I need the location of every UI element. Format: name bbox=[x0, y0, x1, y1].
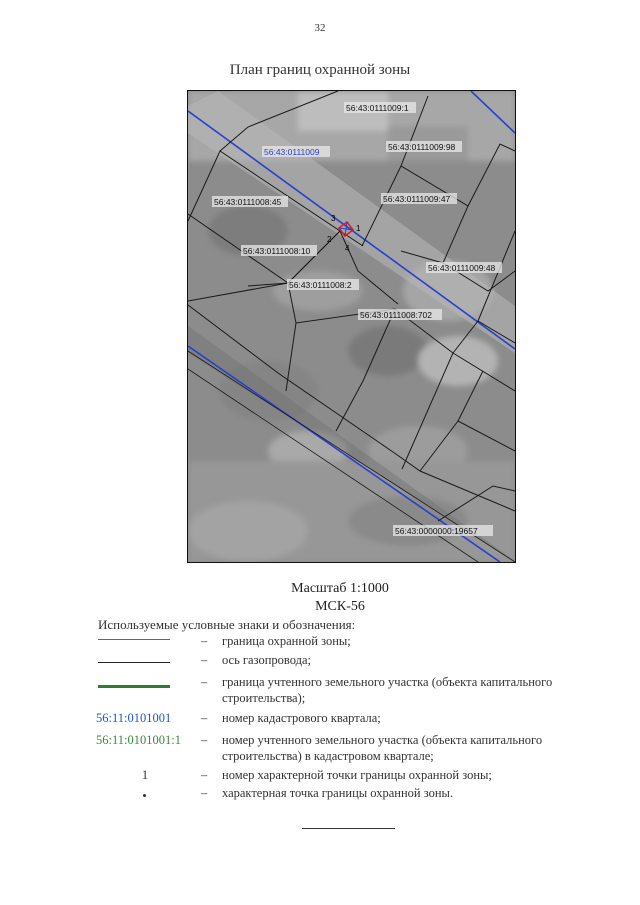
legend-symbol-green-code: 56:11:0101001:1 bbox=[96, 733, 181, 747]
legend-text: номер учтенного земельного участка (объекта капитального строительства) в кадастровом квартале; bbox=[222, 733, 543, 763]
parcel-label-1: 56:43:0111009:1 bbox=[346, 103, 409, 113]
scale-block bbox=[0, 580, 640, 616]
map-frame bbox=[187, 90, 516, 563]
legend-symbol-blue-code: 56:11:0101001 bbox=[96, 711, 172, 725]
legend-text: граница учтенного земельного участка (объекта капитального строительства); bbox=[222, 675, 553, 705]
legend-text: характерная точка границы охранной зоны. bbox=[222, 786, 454, 800]
parcel-label-702: 56:43:0111008:702 bbox=[360, 310, 433, 320]
parcel-label-98: 56:43:0111009:98 bbox=[388, 142, 456, 152]
bottom-rule bbox=[302, 828, 395, 829]
point-label-1: 4 bbox=[345, 244, 350, 253]
legend-symbol-green-line bbox=[96, 674, 201, 690]
legend-dash: – bbox=[201, 634, 208, 648]
parcel-label-48: 56:43:0111009:48 bbox=[428, 263, 496, 273]
legend-text: граница охранной зоны; bbox=[222, 634, 351, 648]
legend-text: ось газопровода; bbox=[222, 653, 312, 667]
legend-dash: – bbox=[201, 711, 208, 725]
legend-title: Используемые условные знаки и обозначения: bbox=[98, 617, 356, 632]
legend-text: номер характерной точки границы охранной зоны; bbox=[222, 768, 492, 782]
block-label: 56:43:0111009 bbox=[264, 147, 320, 157]
legend-dash: – bbox=[201, 733, 208, 747]
parcel-label-47: 56:43:0111009:47 bbox=[383, 194, 451, 204]
legend-symbol-black-line bbox=[96, 652, 201, 668]
legend-symbol-red-line bbox=[96, 633, 201, 649]
page-number: 32 bbox=[314, 22, 326, 34]
parcel-label-45: 56:43:0111008:45 bbox=[214, 197, 282, 207]
legend-dash: – bbox=[201, 768, 208, 782]
parcel-label-2: 56:43:0111008:2 bbox=[289, 280, 352, 290]
point-label-3: 3 bbox=[331, 214, 336, 223]
legend-symbol-number: 1 bbox=[141, 768, 149, 782]
parcel-label-10: 56:43:0111008:10 bbox=[243, 246, 311, 256]
crs-text: МСК-56 bbox=[315, 599, 365, 614]
scale-text: Масштаб 1:1000 bbox=[291, 581, 389, 596]
point-label-2: 2 bbox=[327, 235, 332, 244]
legend-text: номер кадастрового квартала; bbox=[222, 711, 381, 725]
legend-dash: – bbox=[201, 786, 208, 800]
legend-dash: – bbox=[201, 653, 208, 667]
map-canvas bbox=[188, 91, 515, 562]
page-title: План границ охранной зоны bbox=[229, 62, 411, 78]
legend-symbol-dot bbox=[96, 785, 201, 801]
parcel-label-19657: 56:43:0000000:19657 bbox=[395, 526, 478, 536]
point-label-4: 1 bbox=[356, 224, 361, 233]
legend-dash: – bbox=[201, 675, 208, 689]
